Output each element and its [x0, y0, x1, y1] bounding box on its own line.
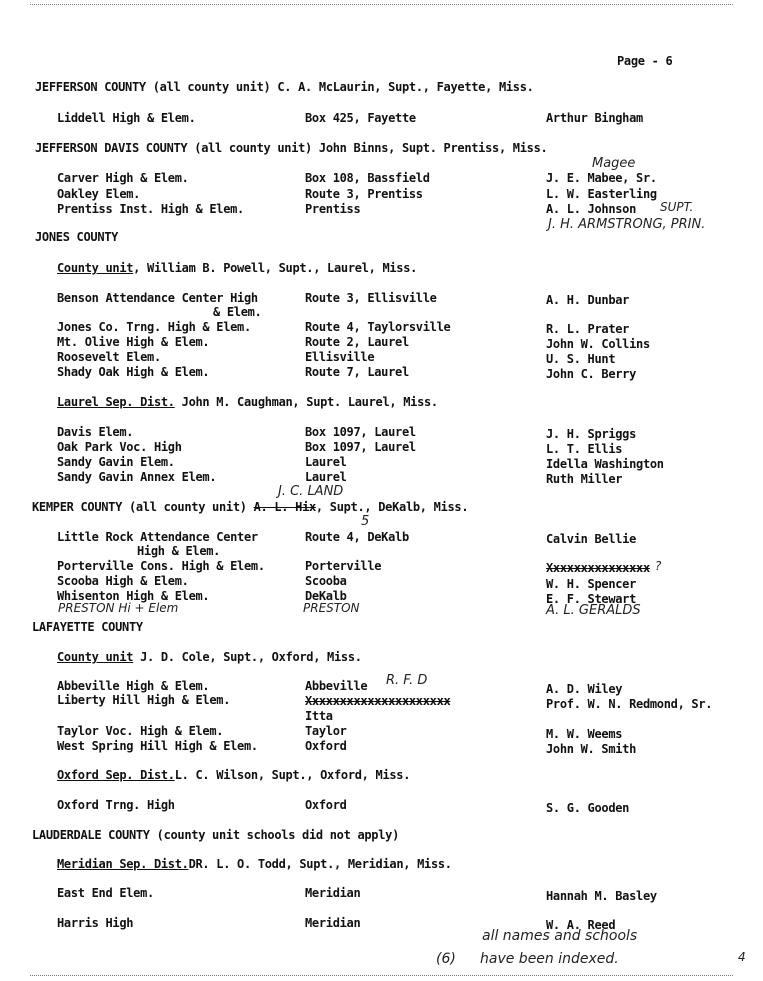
meridian-district-line — [57, 857, 452, 871]
school-address: Box 1097, Laurel — [305, 440, 416, 454]
county-unit-label: County unit — [57, 650, 134, 664]
jefferson-davis-county-header: JEFFERSON DAVIS COUNTY (all county unit) John Binns, Supt. Prentiss, Miss. — [35, 141, 548, 155]
school-address: Oxford — [305, 798, 347, 812]
school-address: Route 2, Laurel — [305, 335, 409, 349]
handwritten-tick: 4 — [738, 950, 746, 964]
kemper-header-end: , Supt., DeKalb, Miss. — [315, 500, 469, 514]
handwritten-circled-number: (6) — [436, 951, 456, 967]
school-name: Little Rock Attendance Center — [57, 530, 258, 544]
county-unit-label: County unit — [57, 261, 134, 275]
laurel-district-line — [57, 395, 438, 409]
jefferson-county-header: JEFFERSON COUNTY (all county unit) C. A. McLaurin, Supt., Fayette, Miss. — [35, 80, 534, 94]
school-name: Scooba High & Elem. — [57, 574, 189, 588]
handwritten-supt: SUPT. — [660, 200, 694, 214]
meridian-district-supt: DR. L. O. Todd, Supt., Meridian, Miss. — [188, 857, 452, 871]
principal-name: M. W. Weems — [546, 727, 623, 741]
principal-name: Arthur Bingham — [546, 111, 643, 125]
school-name: Roosevelt Elem. — [57, 350, 161, 364]
principal-name: L. W. Easterling — [546, 187, 657, 201]
school-address: Taylor — [305, 724, 347, 738]
school-address: Route 7, Laurel — [305, 365, 409, 379]
county-unit-supt: , William B. Powell, Supt., Laurel, Miss. — [133, 261, 418, 275]
school-name: Prentiss Inst. High & Elem. — [57, 202, 244, 216]
principal-name: John C. Berry — [546, 367, 637, 381]
school-name: Oak Park Voc. High — [57, 440, 182, 454]
school-name: Davis Elem. — [57, 425, 134, 439]
principal-name: W. H. Spencer — [546, 577, 637, 591]
school-address: Box 108, Bassfield — [305, 171, 430, 185]
school-name: Liberty Hill High & Elem. — [57, 693, 231, 707]
principal-name: Calvin Bellie — [546, 532, 637, 546]
school-name: Abbeville High & Elem. — [57, 679, 210, 693]
school-name: West Spring Hill High & Elem. — [57, 739, 258, 753]
school-address: Scooba — [305, 574, 347, 588]
school-name: East End Elem. — [57, 886, 154, 900]
laurel-district-label: Laurel Sep. Dist. — [57, 395, 175, 409]
principal-name: E. F. Stewart — [546, 592, 637, 606]
handwritten-index-note-line1: all names and schools — [482, 928, 638, 944]
handwritten-armstrong: J. H. ARMSTRONG, PRIN. — [548, 217, 706, 232]
school-address: Oxford — [305, 739, 347, 753]
school-name: Liddell High & Elem. — [57, 111, 196, 125]
school-name-continued: & Elem. — [213, 305, 262, 319]
school-name: Jones Co. Trng. High & Elem. — [57, 320, 251, 334]
school-name: Sandy Gavin Annex Elem. — [57, 470, 217, 484]
handwritten-preston-school: PRESTON Hi + Elem — [58, 601, 179, 615]
principal-name: John W. Smith — [546, 742, 637, 756]
jones-county-unit-line — [57, 261, 417, 275]
school-address: DeKalb — [305, 589, 347, 603]
handwritten-question-mark: ? — [655, 559, 662, 573]
principal-name: W. A. Reed — [546, 918, 616, 932]
school-name: Carver High & Elem. — [57, 171, 189, 185]
principal-name: Ruth Miller — [546, 472, 623, 486]
school-address: Route 4, DeKalb — [305, 530, 409, 544]
school-name: Taylor Voc. High & Elem. — [57, 724, 224, 738]
principal-name: L. T. Ellis — [546, 442, 623, 456]
kemper-header-start: KEMPER COUNTY (all county unit) — [32, 500, 254, 514]
handwritten-rfd: R. F. D — [386, 673, 428, 688]
school-name: Shady Oak High & Elem. — [57, 365, 210, 379]
principal-name: A. L. Johnson — [546, 202, 637, 216]
school-address: Box 425, Fayette — [305, 111, 416, 125]
principal-name: John W. Collins — [546, 337, 650, 351]
school-name: Whisenton High & Elem. — [57, 589, 210, 603]
school-address: Route 4, Taylorsville — [305, 320, 451, 334]
school-address: Ellisville — [305, 350, 375, 364]
school-name: Oakley Elem. — [57, 187, 141, 201]
struck-principal-name: Xxxxxxxxxxxxxxx — [546, 561, 650, 575]
laurel-district-supt: John M. Caughman, Supt. Laurel, Miss. — [174, 395, 438, 409]
school-address: Box 1097, Laurel — [305, 425, 416, 439]
school-address: Route 3, Prentiss — [305, 187, 423, 201]
school-address: Meridian — [305, 916, 361, 930]
kemper-county-header — [32, 500, 468, 514]
school-address: Route 3, Ellisville — [305, 291, 437, 305]
principal-name: A. H. Dunbar — [546, 293, 630, 307]
handwritten-magee: Magee — [592, 156, 636, 171]
lafayette-county-unit-line — [57, 650, 362, 664]
school-address: Porterville — [305, 559, 382, 573]
school-name: Mt. Olive High & Elem. — [57, 335, 210, 349]
school-name: Porterville Cons. High & Elem. — [57, 559, 265, 573]
school-name: Sandy Gavin Elem. — [57, 455, 175, 469]
school-address: Laurel — [305, 470, 347, 484]
school-name: Harris High — [57, 916, 134, 930]
school-name-continued: High & Elem. — [137, 544, 221, 558]
principal-name: U. S. Hunt — [546, 352, 616, 366]
principal-name: S. G. Gooden — [546, 801, 630, 815]
handwritten-five: 5 — [361, 514, 370, 529]
principal-name: J. H. Spriggs — [546, 427, 637, 441]
lafayette-county-header: LAFAYETTE COUNTY — [32, 620, 143, 634]
school-address: Meridian — [305, 886, 361, 900]
handwritten-geralds: A. L. GERALDS — [546, 603, 641, 618]
school-address: Laurel — [305, 455, 347, 469]
school-name: Benson Attendance Center High — [57, 291, 258, 305]
handwritten-index-note-line2: have been indexed. — [480, 951, 619, 967]
handwritten-jc-land: J. C. LAND — [278, 484, 344, 499]
principal-name: J. E. Mabee, Sr. — [546, 171, 657, 185]
school-address: Abbeville — [305, 679, 368, 693]
county-unit-supt: J. D. Cole, Supt., Oxford, Miss. — [133, 650, 362, 664]
top-dotted-rule — [30, 4, 733, 5]
principal-name: Prof. W. N. Redmond, Sr. — [546, 697, 713, 711]
school-address: Itta — [305, 709, 333, 723]
oxford-district-label: Oxford Sep. Dist. — [57, 768, 175, 782]
school-name: Oxford Trng. High — [57, 798, 175, 812]
principal-name: Hannah M. Basley — [546, 889, 657, 903]
oxford-district-line — [57, 768, 410, 782]
struck-superintendent: A. L. Hix — [253, 500, 316, 514]
principal-name: R. L. Prater — [546, 322, 630, 336]
jones-county-header: JONES COUNTY — [35, 230, 119, 244]
school-address: Prentiss — [305, 202, 361, 216]
principal-name: A. D. Wiley — [546, 682, 623, 696]
lauderdale-county-header: LAUDERDALE COUNTY (county unit schools did not apply) — [32, 828, 400, 842]
principal-name: Idella Washington — [546, 457, 664, 471]
meridian-district-label: Meridian Sep. Dist. — [57, 857, 189, 871]
struck-school-address: Xxxxxxxxxxxxxxxxxxxxx — [305, 694, 451, 708]
bottom-dotted-rule — [30, 975, 733, 976]
oxford-district-supt: L. C. Wilson, Supt., Oxford, Miss. — [174, 768, 411, 782]
handwritten-preston-address: PRESTON — [303, 601, 360, 615]
page-number: Page - 6 — [617, 54, 673, 68]
